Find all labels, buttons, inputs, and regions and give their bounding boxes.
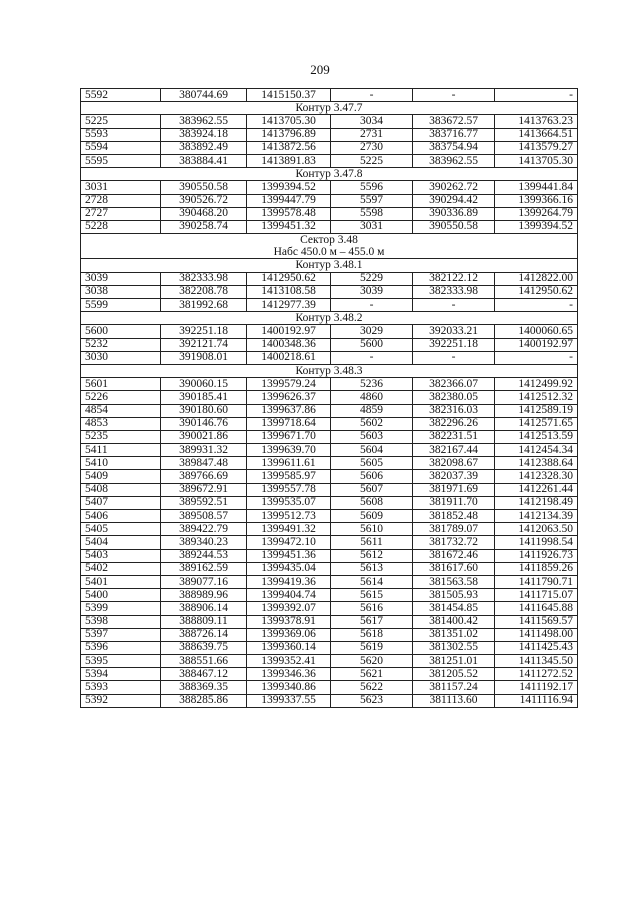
x-coordinate-cell: 382208.78 <box>161 285 247 298</box>
x-coordinate-cell: 390146.76 <box>161 417 247 430</box>
x-coordinate-cell: 381251.01 <box>413 655 495 668</box>
table-row <box>81 575 578 588</box>
table-row <box>81 89 578 102</box>
y-coordinate-cell: 1399472.10 <box>247 536 331 549</box>
x-coordinate-cell: 382122.12 <box>413 272 495 285</box>
x-coordinate-cell: 382231.51 <box>413 430 495 443</box>
point-number-cell: 5619 <box>331 641 413 654</box>
y-coordinate-cell: 1412134.39 <box>495 510 578 523</box>
point-number-cell: 5226 <box>81 391 161 404</box>
x-coordinate-cell: 383892.49 <box>161 141 247 154</box>
y-coordinate-cell: 1399626.37 <box>247 391 331 404</box>
point-number-cell: 5594 <box>81 141 161 154</box>
point-number-cell: 5228 <box>81 220 161 233</box>
x-coordinate-cell: 388906.14 <box>161 602 247 615</box>
table-row <box>81 668 578 681</box>
sector-elevation-range: Набс 450.0 м – 455.0 м <box>81 246 578 259</box>
y-coordinate-cell: 1415150.37 <box>247 89 331 102</box>
sector-header-row <box>81 234 578 247</box>
section-header-row <box>81 102 578 115</box>
contour-heading: Контур 3.47.7 <box>81 102 578 115</box>
point-number-cell: 5404 <box>81 536 161 549</box>
table-row <box>81 457 578 470</box>
point-number-cell: 5396 <box>81 641 161 654</box>
point-number-cell: 3039 <box>331 285 413 298</box>
y-coordinate-cell: 1399535.07 <box>247 496 331 509</box>
point-number-cell: 5232 <box>81 338 161 351</box>
y-coordinate-cell: 1413664.51 <box>495 128 578 141</box>
x-coordinate-cell: 390021.86 <box>161 430 247 443</box>
table-row <box>81 444 578 457</box>
table-row <box>81 338 578 351</box>
x-coordinate-cell: 382366.07 <box>413 378 495 391</box>
point-number-cell: 5409 <box>81 470 161 483</box>
x-coordinate-cell: - <box>413 89 495 102</box>
point-number-cell: 3039 <box>81 272 161 285</box>
y-coordinate-cell: 1399392.07 <box>247 602 331 615</box>
x-coordinate-cell: 391908.01 <box>161 351 247 364</box>
point-number-cell: 5235 <box>81 430 161 443</box>
point-number-cell: 5398 <box>81 615 161 628</box>
point-number-cell: 5225 <box>81 115 161 128</box>
point-number-cell: 5392 <box>81 694 161 707</box>
point-number-cell: 5596 <box>331 181 413 194</box>
x-coordinate-cell: 381400.42 <box>413 615 495 628</box>
point-number-cell: 5614 <box>331 575 413 588</box>
table-row <box>81 628 578 641</box>
table-row <box>81 154 578 167</box>
x-coordinate-cell: 388989.96 <box>161 589 247 602</box>
table-row <box>81 589 578 602</box>
point-number-cell: 5612 <box>331 549 413 562</box>
y-coordinate-cell: 1411790.71 <box>495 575 578 588</box>
y-coordinate-cell: 1399585.97 <box>247 470 331 483</box>
y-coordinate-cell: 1413705.30 <box>247 115 331 128</box>
point-number-cell: 5593 <box>81 128 161 141</box>
point-number-cell: 5622 <box>331 681 413 694</box>
x-coordinate-cell: 389244.53 <box>161 549 247 562</box>
x-coordinate-cell: 388467.12 <box>161 668 247 681</box>
table-row <box>81 207 578 220</box>
x-coordinate-cell: 392251.18 <box>413 338 495 351</box>
x-coordinate-cell: 382098.67 <box>413 457 495 470</box>
point-number-cell: - <box>331 351 413 364</box>
x-coordinate-cell: 388369.35 <box>161 681 247 694</box>
contour-heading: Контур 3.48.2 <box>81 312 578 325</box>
point-number-cell: 5225 <box>331 154 413 167</box>
y-coordinate-cell: 1399419.36 <box>247 575 331 588</box>
x-coordinate-cell: 381789.07 <box>413 523 495 536</box>
x-coordinate-cell: 382037.39 <box>413 470 495 483</box>
point-number-cell: 5410 <box>81 457 161 470</box>
x-coordinate-cell: 381505.93 <box>413 589 495 602</box>
point-number-cell: 5621 <box>331 668 413 681</box>
table-row <box>81 378 578 391</box>
point-number-cell: 5620 <box>331 655 413 668</box>
point-number-cell: 5598 <box>331 207 413 220</box>
x-coordinate-cell: 383924.18 <box>161 128 247 141</box>
y-coordinate-cell: 1413579.27 <box>495 141 578 154</box>
table-row <box>81 351 578 364</box>
x-coordinate-cell: 382167.44 <box>413 444 495 457</box>
x-coordinate-cell: 389422.79 <box>161 523 247 536</box>
x-coordinate-cell: 381113.60 <box>413 694 495 707</box>
y-coordinate-cell: 1399360.14 <box>247 641 331 654</box>
y-coordinate-cell: 1400348.36 <box>247 338 331 351</box>
table-row <box>81 549 578 562</box>
y-coordinate-cell: 1399369.06 <box>247 628 331 641</box>
x-coordinate-cell: 389592.51 <box>161 496 247 509</box>
x-coordinate-cell: 383716.77 <box>413 128 495 141</box>
y-coordinate-cell: 1399352.41 <box>247 655 331 668</box>
point-number-cell: - <box>331 299 413 312</box>
x-coordinate-cell: 390060.15 <box>161 378 247 391</box>
table-row <box>81 141 578 154</box>
y-coordinate-cell: 1412499.92 <box>495 378 578 391</box>
point-number-cell: 5406 <box>81 510 161 523</box>
point-number-cell: 5402 <box>81 562 161 575</box>
point-number-cell: 5399 <box>81 602 161 615</box>
point-number-cell: 4859 <box>331 404 413 417</box>
x-coordinate-cell: 380744.69 <box>161 89 247 102</box>
y-coordinate-cell: 1412822.00 <box>495 272 578 285</box>
coordinates-table-body <box>81 89 578 708</box>
x-coordinate-cell: 388285.86 <box>161 694 247 707</box>
y-coordinate-cell: 1413705.30 <box>495 154 578 167</box>
y-coordinate-cell: 1400192.97 <box>495 338 578 351</box>
x-coordinate-cell: 381992.68 <box>161 299 247 312</box>
y-coordinate-cell: 1412589.19 <box>495 404 578 417</box>
point-number-cell: 5617 <box>331 615 413 628</box>
y-coordinate-cell: 1411498.00 <box>495 628 578 641</box>
table-row <box>81 194 578 207</box>
table-row <box>81 181 578 194</box>
sector-heading: Сектор 3.48 <box>81 234 578 247</box>
point-number-cell: 5615 <box>331 589 413 602</box>
x-coordinate-cell: 389931.32 <box>161 444 247 457</box>
point-number-cell: 5408 <box>81 483 161 496</box>
table-row <box>81 430 578 443</box>
point-number-cell: 3031 <box>331 220 413 233</box>
y-coordinate-cell: 1411116.94 <box>495 694 578 707</box>
y-coordinate-cell: 1399435.04 <box>247 562 331 575</box>
y-coordinate-cell: - <box>495 299 578 312</box>
x-coordinate-cell: 389847.48 <box>161 457 247 470</box>
x-coordinate-cell: 381454.85 <box>413 602 495 615</box>
x-coordinate-cell: 390258.74 <box>161 220 247 233</box>
point-number-cell: 2727 <box>81 207 161 220</box>
y-coordinate-cell: 1399366.16 <box>495 194 578 207</box>
y-coordinate-cell: 1399447.79 <box>247 194 331 207</box>
x-coordinate-cell: 383754.94 <box>413 141 495 154</box>
y-coordinate-cell: 1412198.49 <box>495 496 578 509</box>
table-row <box>81 391 578 404</box>
point-number-cell: 5600 <box>81 325 161 338</box>
x-coordinate-cell: 383884.41 <box>161 154 247 167</box>
point-number-cell: 5618 <box>331 628 413 641</box>
coordinates-table <box>80 88 578 708</box>
table-row <box>81 404 578 417</box>
x-coordinate-cell: 389077.16 <box>161 575 247 588</box>
point-number-cell: 2728 <box>81 194 161 207</box>
x-coordinate-cell: 388551.66 <box>161 655 247 668</box>
y-coordinate-cell: 1399337.55 <box>247 694 331 707</box>
y-coordinate-cell: 1413763.23 <box>495 115 578 128</box>
point-number-cell: 4853 <box>81 417 161 430</box>
point-number-cell: 5606 <box>331 470 413 483</box>
x-coordinate-cell: 390468.20 <box>161 207 247 220</box>
y-coordinate-cell: 1412328.30 <box>495 470 578 483</box>
table-row <box>81 655 578 668</box>
table-row <box>81 325 578 338</box>
x-coordinate-cell: 381852.48 <box>413 510 495 523</box>
x-coordinate-cell: 389340.23 <box>161 536 247 549</box>
table-row <box>81 523 578 536</box>
y-coordinate-cell: 1413872.56 <box>247 141 331 154</box>
table-row <box>81 641 578 654</box>
table-row <box>81 220 578 233</box>
point-number-cell: 5611 <box>331 536 413 549</box>
point-number-cell: 3031 <box>81 181 161 194</box>
y-coordinate-cell: - <box>495 351 578 364</box>
x-coordinate-cell: 390550.58 <box>161 181 247 194</box>
x-coordinate-cell: 381351.02 <box>413 628 495 641</box>
sector-elevation-row <box>81 246 578 259</box>
x-coordinate-cell: 382296.26 <box>413 417 495 430</box>
table-row <box>81 562 578 575</box>
x-coordinate-cell: 381205.52 <box>413 668 495 681</box>
y-coordinate-cell: 1412388.64 <box>495 457 578 470</box>
table-row <box>81 417 578 430</box>
y-coordinate-cell: 1400218.61 <box>247 351 331 364</box>
point-number-cell: 3034 <box>331 115 413 128</box>
y-coordinate-cell: 1413891.83 <box>247 154 331 167</box>
y-coordinate-cell: 1400192.97 <box>247 325 331 338</box>
x-coordinate-cell: 383672.57 <box>413 115 495 128</box>
x-coordinate-cell: 383962.55 <box>161 115 247 128</box>
point-number-cell: 5602 <box>331 417 413 430</box>
table-row <box>81 510 578 523</box>
table-row <box>81 483 578 496</box>
point-number-cell: 5609 <box>331 510 413 523</box>
y-coordinate-cell: 1412977.39 <box>247 299 331 312</box>
y-coordinate-cell: 1399578.48 <box>247 207 331 220</box>
table-row <box>81 602 578 615</box>
y-coordinate-cell: 1411345.50 <box>495 655 578 668</box>
x-coordinate-cell: 388809.11 <box>161 615 247 628</box>
contour-heading: Контур 3.48.3 <box>81 364 578 377</box>
point-number-cell: 3038 <box>81 285 161 298</box>
x-coordinate-cell: 381157.24 <box>413 681 495 694</box>
point-number-cell: 5394 <box>81 668 161 681</box>
x-coordinate-cell: 381563.58 <box>413 575 495 588</box>
point-number-cell: 5395 <box>81 655 161 668</box>
x-coordinate-cell: 390550.58 <box>413 220 495 233</box>
point-number-cell: 5610 <box>331 523 413 536</box>
y-coordinate-cell: 1399404.74 <box>247 589 331 602</box>
point-number-cell: 3030 <box>81 351 161 364</box>
x-coordinate-cell: 392033.21 <box>413 325 495 338</box>
table-row <box>81 128 578 141</box>
point-number-cell: 5603 <box>331 430 413 443</box>
point-number-cell: 5411 <box>81 444 161 457</box>
table-row <box>81 299 578 312</box>
x-coordinate-cell: 390294.42 <box>413 194 495 207</box>
x-coordinate-cell: 381911.70 <box>413 496 495 509</box>
x-coordinate-cell: 390526.72 <box>161 194 247 207</box>
x-coordinate-cell: 383962.55 <box>413 154 495 167</box>
point-number-cell: 5597 <box>331 194 413 207</box>
point-number-cell: - <box>331 89 413 102</box>
point-number-cell: 5400 <box>81 589 161 602</box>
y-coordinate-cell: 1399451.36 <box>247 549 331 562</box>
y-coordinate-cell: 1399718.64 <box>247 417 331 430</box>
y-coordinate-cell: 1412513.59 <box>495 430 578 443</box>
x-coordinate-cell: - <box>413 351 495 364</box>
y-coordinate-cell: 1411859.26 <box>495 562 578 575</box>
point-number-cell: 4854 <box>81 404 161 417</box>
point-number-cell: 5601 <box>81 378 161 391</box>
x-coordinate-cell: 389162.59 <box>161 562 247 575</box>
y-coordinate-cell: 1411715.07 <box>495 589 578 602</box>
x-coordinate-cell: 390262.72 <box>413 181 495 194</box>
point-number-cell: 5405 <box>81 523 161 536</box>
y-coordinate-cell: 1412950.62 <box>495 285 578 298</box>
contour-heading: Контур 3.47.8 <box>81 168 578 181</box>
y-coordinate-cell: 1412261.44 <box>495 483 578 496</box>
table-row <box>81 615 578 628</box>
x-coordinate-cell: 382333.98 <box>161 272 247 285</box>
y-coordinate-cell: 1399637.86 <box>247 404 331 417</box>
x-coordinate-cell: - <box>413 299 495 312</box>
y-coordinate-cell: 1411425.43 <box>495 641 578 654</box>
point-number-cell: 5607 <box>331 483 413 496</box>
point-number-cell: 5403 <box>81 549 161 562</box>
y-coordinate-cell: 1399671.70 <box>247 430 331 443</box>
table-row <box>81 694 578 707</box>
point-number-cell: 5616 <box>331 602 413 615</box>
y-coordinate-cell: 1399394.52 <box>495 220 578 233</box>
y-coordinate-cell: 1399264.79 <box>495 207 578 220</box>
point-number-cell: 2731 <box>331 128 413 141</box>
x-coordinate-cell: 381617.60 <box>413 562 495 575</box>
table-row <box>81 470 578 483</box>
point-number-cell: 5599 <box>81 299 161 312</box>
point-number-cell: 4860 <box>331 391 413 404</box>
point-number-cell: 5393 <box>81 681 161 694</box>
point-number-cell: 5623 <box>331 694 413 707</box>
y-coordinate-cell: 1400060.65 <box>495 325 578 338</box>
y-coordinate-cell: 1399346.36 <box>247 668 331 681</box>
point-number-cell: 5401 <box>81 575 161 588</box>
x-coordinate-cell: 392121.74 <box>161 338 247 351</box>
x-coordinate-cell: 382316.03 <box>413 404 495 417</box>
y-coordinate-cell: 1399394.52 <box>247 181 331 194</box>
section-header-row <box>81 364 578 377</box>
point-number-cell: 5613 <box>331 562 413 575</box>
table-row <box>81 536 578 549</box>
point-number-cell: 5229 <box>331 272 413 285</box>
y-coordinate-cell: 1399512.73 <box>247 510 331 523</box>
section-header-row <box>81 259 578 272</box>
x-coordinate-cell: 382333.98 <box>413 285 495 298</box>
section-header-row <box>81 312 578 325</box>
y-coordinate-cell: 1412950.62 <box>247 272 331 285</box>
y-coordinate-cell: 1399639.70 <box>247 444 331 457</box>
y-coordinate-cell: 1399340.86 <box>247 681 331 694</box>
y-coordinate-cell: 1411192.17 <box>495 681 578 694</box>
y-coordinate-cell: 1412571.65 <box>495 417 578 430</box>
x-coordinate-cell: 389672.91 <box>161 483 247 496</box>
x-coordinate-cell: 390185.41 <box>161 391 247 404</box>
x-coordinate-cell: 381732.72 <box>413 536 495 549</box>
y-coordinate-cell: 1413108.58 <box>247 285 331 298</box>
point-number-cell: 5592 <box>81 89 161 102</box>
point-number-cell: 2730 <box>331 141 413 154</box>
y-coordinate-cell: 1399579.24 <box>247 378 331 391</box>
x-coordinate-cell: 388726.14 <box>161 628 247 641</box>
x-coordinate-cell: 388639.75 <box>161 641 247 654</box>
y-coordinate-cell: 1399557.78 <box>247 483 331 496</box>
x-coordinate-cell: 390180.60 <box>161 404 247 417</box>
x-coordinate-cell: 392251.18 <box>161 325 247 338</box>
y-coordinate-cell: 1399378.91 <box>247 615 331 628</box>
x-coordinate-cell: 381971.69 <box>413 483 495 496</box>
y-coordinate-cell: 1399491.32 <box>247 523 331 536</box>
y-coordinate-cell: 1399611.61 <box>247 457 331 470</box>
y-coordinate-cell: 1411272.52 <box>495 668 578 681</box>
section-header-row <box>81 168 578 181</box>
x-coordinate-cell: 389508.57 <box>161 510 247 523</box>
table-row <box>81 285 578 298</box>
point-number-cell: 5397 <box>81 628 161 641</box>
point-number-cell: 5407 <box>81 496 161 509</box>
y-coordinate-cell: 1411569.57 <box>495 615 578 628</box>
table-row <box>81 272 578 285</box>
point-number-cell: 3029 <box>331 325 413 338</box>
y-coordinate-cell: 1413796.89 <box>247 128 331 141</box>
y-coordinate-cell: 1411998.54 <box>495 536 578 549</box>
x-coordinate-cell: 389766.69 <box>161 470 247 483</box>
x-coordinate-cell: 390336.89 <box>413 207 495 220</box>
y-coordinate-cell: 1412063.50 <box>495 523 578 536</box>
contour-heading: Контур 3.48.1 <box>81 259 578 272</box>
y-coordinate-cell: 1411645.88 <box>495 602 578 615</box>
y-coordinate-cell: - <box>495 89 578 102</box>
point-number-cell: 5604 <box>331 444 413 457</box>
table-row <box>81 496 578 509</box>
y-coordinate-cell: 1412512.32 <box>495 391 578 404</box>
page-number: 209 <box>310 62 330 77</box>
y-coordinate-cell: 1399451.32 <box>247 220 331 233</box>
y-coordinate-cell: 1399441.84 <box>495 181 578 194</box>
x-coordinate-cell: 381672.46 <box>413 549 495 562</box>
x-coordinate-cell: 381302.55 <box>413 641 495 654</box>
point-number-cell: 5608 <box>331 496 413 509</box>
y-coordinate-cell: 1412454.34 <box>495 444 578 457</box>
table-row <box>81 115 578 128</box>
point-number-cell: 5600 <box>331 338 413 351</box>
point-number-cell: 5236 <box>331 378 413 391</box>
table-row <box>81 681 578 694</box>
point-number-cell: 5605 <box>331 457 413 470</box>
y-coordinate-cell: 1411926.73 <box>495 549 578 562</box>
point-number-cell: 5595 <box>81 154 161 167</box>
x-coordinate-cell: 382380.05 <box>413 391 495 404</box>
